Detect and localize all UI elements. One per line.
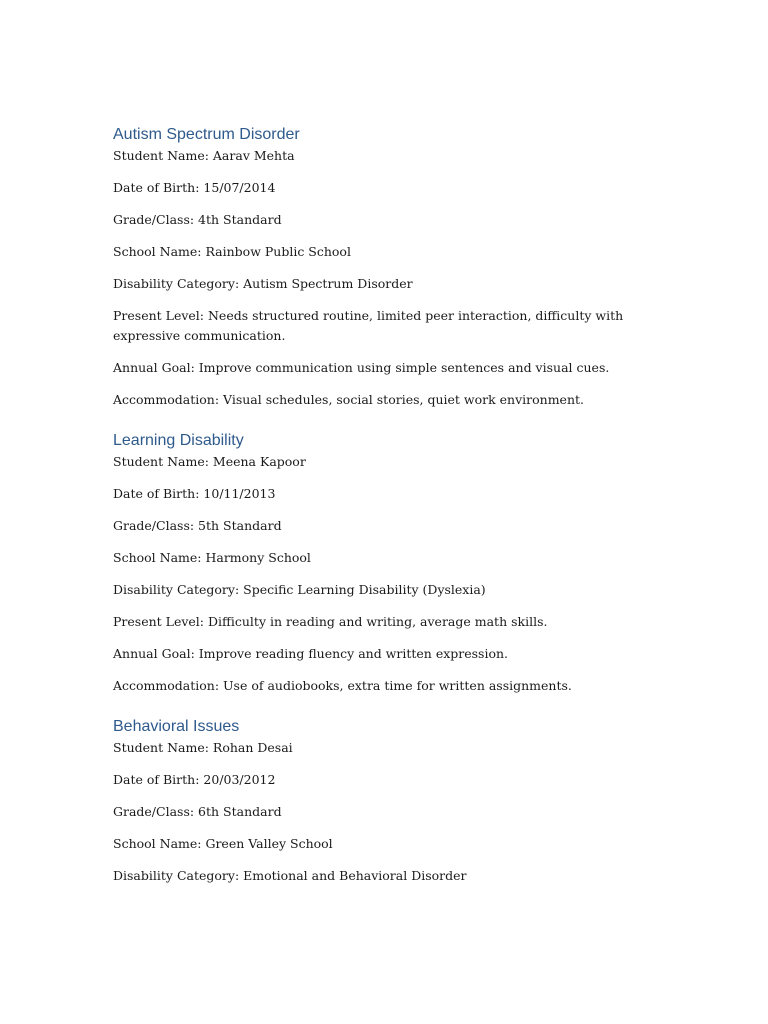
section-heading: Behavioral Issues [113, 718, 240, 735]
section-heading: Learning Disability [113, 432, 244, 449]
grade-class: Grade/Class: 5th Standard [113, 518, 282, 533]
school-name: School Name: Green Valley School [113, 836, 333, 851]
disability-category: Disability Category: Emotional and Behavioral Disorder [113, 868, 467, 883]
section-behavioral-issues [113, 716, 658, 886]
present-level: Present Level: Difficulty in reading and writing, average math skills. [113, 614, 548, 629]
document-page [113, 124, 658, 906]
date-of-birth: Date of Birth: 10/11/2013 [113, 486, 276, 501]
student-name: Student Name: Aarav Mehta [113, 148, 295, 163]
annual-goal: Annual Goal: Improve communication using simple sentences and visual cues. [113, 360, 610, 375]
date-of-birth: Date of Birth: 20/03/2012 [113, 772, 276, 787]
section-heading: Autism Spectrum Disorder [113, 126, 300, 143]
annual-goal: Annual Goal: Improve reading fluency and written expression. [113, 646, 509, 661]
school-name: School Name: Rainbow Public School [113, 244, 351, 259]
date-of-birth: Date of Birth: 15/07/2014 [113, 180, 276, 195]
present-level: Present Level: Needs structured routine, limited peer interaction, difficulty with expressive communication. [113, 308, 624, 343]
student-name: Student Name: Rohan Desai [113, 740, 293, 755]
grade-class: Grade/Class: 6th Standard [113, 804, 282, 819]
section-learning-disability [113, 430, 658, 696]
grade-class: Grade/Class: 4th Standard [113, 212, 282, 227]
accommodation: Accommodation: Use of audiobooks, extra time for written assignments. [113, 678, 572, 693]
school-name: School Name: Harmony School [113, 550, 311, 565]
disability-category: Disability Category: Autism Spectrum Disorder [113, 276, 413, 291]
student-name: Student Name: Meena Kapoor [113, 454, 306, 469]
disability-category: Disability Category: Specific Learning Disability (Dyslexia) [113, 582, 486, 597]
accommodation: Accommodation: Visual schedules, social stories, quiet work environment. [113, 392, 584, 407]
section-autism [113, 124, 658, 410]
